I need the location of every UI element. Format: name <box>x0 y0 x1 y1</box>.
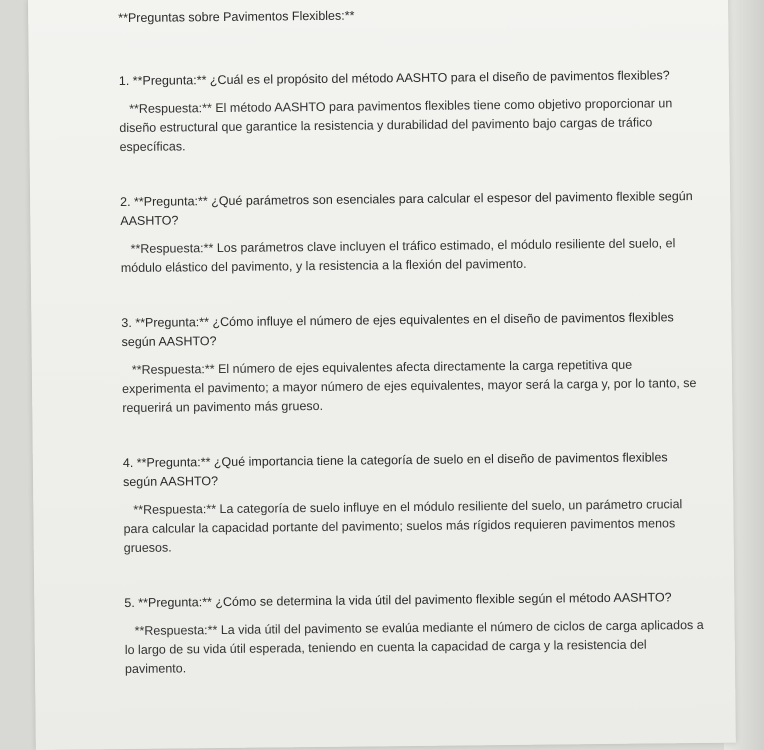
answer-3: **Respuesta:** El número de ejes equivalentes afecta directamente la carga repetitiva que experimenta el pavimento; a mayor número de ejes equivalentes, mayor será la carga y, por lo tanto, se requerirá un pavimento más grueso. <box>122 357 697 416</box>
question-4: 4. **Pregunta:** ¿Qué importancia tiene la categoría de suelo en el diseño de pavimentos flexibles según AASHTO? <box>122 450 668 490</box>
answer-4: **Respuesta:** La categoría de suelo influye en el módulo resiliente del suelo, un parámetro crucial para calcular la capacidad portante del pavimento; suelos más rígidos requieren pavimentos menos gruesos. <box>123 497 683 556</box>
question-5: 5. **Pregunta:** ¿Cómo se determina la vida útil del pavimento flexible según el método AASHTO? <box>124 590 672 611</box>
qa-item-4 <box>123 448 704 558</box>
qa-item-5 <box>124 588 705 679</box>
answer-1: **Respuesta:** El método AASHTO para pavimentos flexibles tiene como objetivo proporcionar un diseño estructural que garantice la resistencia y durabilidad del pavimento bajo cargas de tráfico específicas. <box>119 96 673 155</box>
paper-sheet <box>28 0 736 750</box>
document-content <box>118 3 705 715</box>
question-3: 3. **Pregunta:** ¿Cómo influye el número de ejes equivalentes en el diseño de pavimentos flexibles según AASHTO? <box>121 310 674 350</box>
qa-item-3 <box>121 308 702 418</box>
document-title: **Preguntas sobre Pavimentos Flexibles:** <box>118 8 355 26</box>
question-1: 1. **Pregunta:** ¿Cuál es el propósito del método AASHTO para el diseño de pavimentos flexibles? <box>118 68 670 89</box>
answer-2: **Respuesta:** Los parámetros clave incluyen el tráfico estimado, el módulo resiliente del suelo, el módulo elástico del pavimento, y la resistencia a la flexión del pavimento. <box>120 236 676 276</box>
qa-item-2 <box>120 187 701 278</box>
question-2: 2. **Pregunta:** ¿Qué parámetros son esenciales para calcular el espesor del pavimento flexible según AASHTO? <box>120 189 693 229</box>
answer-5: **Respuesta:** La vida útil del pavimento se evalúa mediante el número de ciclos de carga aplicados a lo largo de su vida útil esperada, teniendo en cuenta la capacidad de carga y la resistencia del pavimento. <box>124 617 704 677</box>
qa-item-1 <box>119 66 700 157</box>
